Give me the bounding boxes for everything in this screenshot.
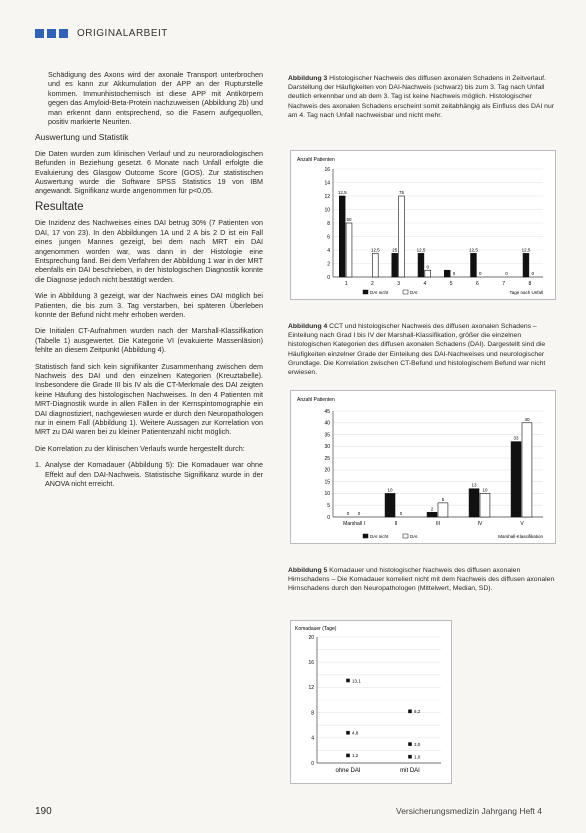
figure-caption-5 [288,566,556,594]
section-heading: Resultate [35,200,84,213]
section-label: ORIGINALARBEIT [77,28,168,39]
bar [425,270,431,277]
chart-figure-4 [290,390,556,544]
data-label: 25 [392,247,398,253]
journal-name: Versicherungsmedizin Jahrgang Heft 4 [396,806,542,816]
x-tick-label: 4 [423,281,427,287]
chart-figure-5 [290,620,452,784]
section-heading: Auswertung und Statistik [35,132,129,143]
caption-label: Abbildung 5 [288,567,328,574]
data-label: 2 [430,506,434,512]
header-square [47,29,56,38]
x-axis-label: Marshall-Klassifikation [498,534,543,539]
chart-svg [291,621,451,783]
bar [372,253,378,277]
y-axis-label: Anzahl Patienten [297,397,335,403]
x-tick-label: 5 [449,281,453,287]
legend-swatch [403,290,408,294]
x-tick-label: II [394,521,398,527]
data-label: 12,5 [469,247,478,253]
y-tick-label: 12 [308,685,314,692]
y-tick-label: 35 [324,432,330,439]
data-label: 40 [524,416,530,422]
data-label: 0 [452,271,456,276]
bar [427,512,437,517]
paragraph: Die Inzidenz des Nachweises eines DAI betrug 30% (7 Patienten von DAI, 17 von 23). In den Abbildungen 1A und 2 A bis 2 D ist ein Fall eines jungen Mannes gezeigt, bei dem nach MRT ein DAI angenommen worden war, was dann in der Histologie eine Entsprechung fand. Bei dem Verfahren der Abbildung 1 war in der MRT ebenfalls ein DAI beschrieben, in der histologischen Diagnostik konnte die Diagnose jedoch nicht bestätigt werden. [35,218,263,284]
data-label: 0 [479,271,482,276]
paragraph: Statistisch fand sich kein signifikanter Zusammenhang zwischen dem Nachweis des DAI und den einzelnen Kategorien (Kreuztabelle). Insbesondere die Grade III bis IV als die CT-Merkmale des DAI zeigten keine Häufung des histologischen Nachweises. In den 4 Patienten mit MRT-Diagnostik wurde in allen Fällen in der Kernspintomographie ein DAI diagnostiziert, nachgewiesen wurde er durch den Neuropathologen nur in einem Fall (Abbildung 1). Weitere Aussagen zur Korrelation von MRT zu DAI waren bei zu kleiner Patientenzahl nicht möglich. [35,361,263,437]
x-tick-label: 2 [370,281,374,287]
data-label: 0 [357,511,361,516]
data-point [408,742,412,746]
data-label: 50 [346,217,352,222]
data-label: 33 [513,435,519,441]
x-tick-label: IV [477,521,483,527]
caption-text: Komadauer und histologischer Nachweis des diffusen axonalen Hirnschadens – Die Komadauer korreliert nicht mit dem Nachweis des diffusen axonalen Hirnschadens durch den Neuropathologen (Mittelwert, Median, SD). [288,567,555,593]
y-tick-label: 16 [324,166,330,173]
data-label: 13,1 [352,678,361,684]
legend-label: DAI [410,534,418,539]
y-tick-label: 4 [327,247,330,254]
data-point [346,679,350,683]
list-number: 1. [35,460,41,470]
y-tick-label: 12 [324,193,330,200]
x-tick-label: V [520,521,524,527]
x-tick-label: 3 [397,281,401,287]
caption-label: Abbildung 4 [288,323,328,330]
data-label: 75 [399,190,405,195]
bar [511,442,521,517]
list-text: Analyse der Komadauer (Abbildung 5): Die Komadauer war ohne Effekt auf den DAI-Nachweis. Statistische Signifikanz wurde in der ANOVA nicht erreicht. [45,460,263,489]
y-tick-label: 40 [324,420,330,427]
data-label: 10 [482,487,488,493]
legend-label: DAI nicht [370,534,389,539]
y-tick-label: 15 [324,479,330,486]
y-tick-label: 6 [327,234,330,241]
legend-label: DAI nicht [370,290,389,295]
data-label: 12,5 [521,247,531,253]
bar [399,196,405,277]
y-axis-label: Anzahl Patienten [297,157,335,163]
legend-label: DAI [410,290,418,295]
chart-svg [291,391,555,543]
y-tick-label: 8 [327,220,330,227]
y-tick-label: 0 [311,760,314,767]
bar [444,270,450,277]
y-tick-label: 30 [324,444,330,451]
legend-swatch [403,534,408,538]
x-tick-label: 1 [344,281,348,287]
figure-caption-3 [288,74,556,120]
list-item [35,460,263,488]
data-label: 5 [441,496,445,502]
data-label: 0 [426,264,430,270]
paragraph: Die Daten wurden zum klinischen Verlauf und zu neuroradiologischen Befunden in Beziehung gesetzt. 6 Monate nach Unfall erfolgte die Evaluierung des Glasgow Outcome Score (GOS). Zur statistischen Auswertung wurde die Software SPSS Statistics 19 von IBM angewandt. Signifikanz wurde angenommen für p<0,05. [35,148,263,196]
chart-figure-3 [290,150,556,300]
x-tick-label: III [435,521,441,527]
bar [385,493,395,517]
y-tick-label: 10 [324,207,330,214]
caption-text: Histologischer Nachweis des diffusen axonalen Schadens in Zeitverlauf. Darstellung der Häufigkeiten von DAI-Nachweis (schwarz) bis zum 3. Tag nach Unfall deutlich erkennbar und ab dem 3. Tag ist keine Nachweis möglich. Histologischer Nachweis des axonalen Schadens erscheint somit zeitabhängig als Einfluss des DAI nur am 4. Tag nach Unfall nachweisbar und nicht mehr. [288,75,554,119]
bar [480,493,490,517]
data-label: 1,2 [352,753,359,759]
bar [392,253,398,277]
x-tick-label: Marshall I [343,521,365,527]
bar [469,489,479,517]
bar [471,253,477,277]
data-label: 0 [531,271,535,276]
data-label: 12,5 [337,190,347,195]
data-point [408,710,412,714]
paragraph: Die Korrelation zu der klinischen Verlaufs wurde hergestellt durch: [35,443,245,453]
data-label: 13 [471,482,477,488]
y-tick-label: 5 [327,503,330,510]
x-tick-label: mit DAI [400,768,420,774]
paragraph: Schädigung des Axons wird der axonale Transport unterbrochen und es kann zur Akkumulation der APP an der Rupturstelle kommen. Immunhistochemisch ist diese APP mit Antikörpern gegen das Amyloid-Beta-Protein nachzuweisen (Abbildung 2b) und man erkennt dann entsprechend, so die Fasern aufgequollen, positiv markierte Neuriten. [48,70,263,127]
y-tick-label: 10 [324,491,330,498]
y-tick-label: 20 [308,634,314,641]
y-tick-label: 25 [324,455,330,462]
y-tick-label: 0 [327,274,330,281]
y-axis-label: Komadauer (Tage) [295,626,337,632]
bar [522,423,532,517]
header-square [35,29,44,38]
paragraph: Die Initialen CT-Aufnahmen wurden nach der Marshall-Klassifikation (Tabelle 1) ausgewertet. Die Kategorie VI (evakuierte Massenläsion) fehlte an diesem Zeitpunkt (Abbildung 4). [35,326,263,355]
header-square [59,29,68,38]
data-label: 0 [399,511,403,516]
data-point [408,755,412,759]
y-tick-label: 0 [327,514,330,521]
data-label: 12,5 [370,247,380,253]
y-tick-label: 45 [324,408,330,415]
x-axis-label: Tage nach Unfall [509,290,543,295]
y-tick-label: 20 [324,467,330,474]
x-tick-label: 6 [475,281,479,287]
data-label: 0 [346,511,350,516]
data-label: 8,2 [414,709,421,715]
bar [438,503,448,517]
data-label: 3,0 [414,741,421,747]
y-tick-label: 2 [327,261,330,268]
data-label: 0 [505,271,508,276]
paragraph: Wie in Abbildung 3 gezeigt, war der Nachweis eines DAI möglich bei Patienten, die bis zum 3. Tag verstarben, bei späteren Überleben konnte der Befund nicht mehr erhoben werden. [35,291,263,319]
data-point [346,754,350,758]
left-column [35,70,263,488]
bar [339,196,345,277]
bar [346,223,352,277]
x-tick-label: 7 [502,281,506,287]
x-tick-label: 8 [528,281,532,287]
y-tick-label: 8 [311,710,314,717]
legend-swatch [363,290,368,294]
data-label: 12,5 [416,247,426,253]
legend-swatch [363,534,368,538]
data-label: 10 [387,487,393,493]
bar [523,253,529,277]
caption-label: Abbildung 3 [288,75,328,82]
y-tick-label: 16 [308,660,314,666]
data-point [346,731,350,735]
figure-caption-4 [288,322,556,377]
data-label: 1,0 [414,754,421,760]
section-header [35,28,168,39]
y-tick-label: 14 [324,180,330,187]
data-label: 4,8 [352,730,359,736]
y-tick-label: 4 [311,735,314,742]
page-number: 190 [35,806,52,817]
caption-text: CCT und histologischer Nachweis des diffusen axonalen Schadens – Einteilung nach Grad I bis IV der Marshall-Klassifikation, größer die einzelnen histologischen Kategorien des diffusen axonalen Schadens (DAI). Dargestellt sind die Häufigkeiten einzelner Grade der Einteilung des DAI-Nachweises und neurologischer Grundlage. Die Korrelation zwischen CT-Befund und histologischem Befund war nicht erwiesen. [288,323,546,377]
bar [418,253,424,277]
x-tick-label: ohne DAI [335,768,361,774]
chart-svg [291,151,555,299]
